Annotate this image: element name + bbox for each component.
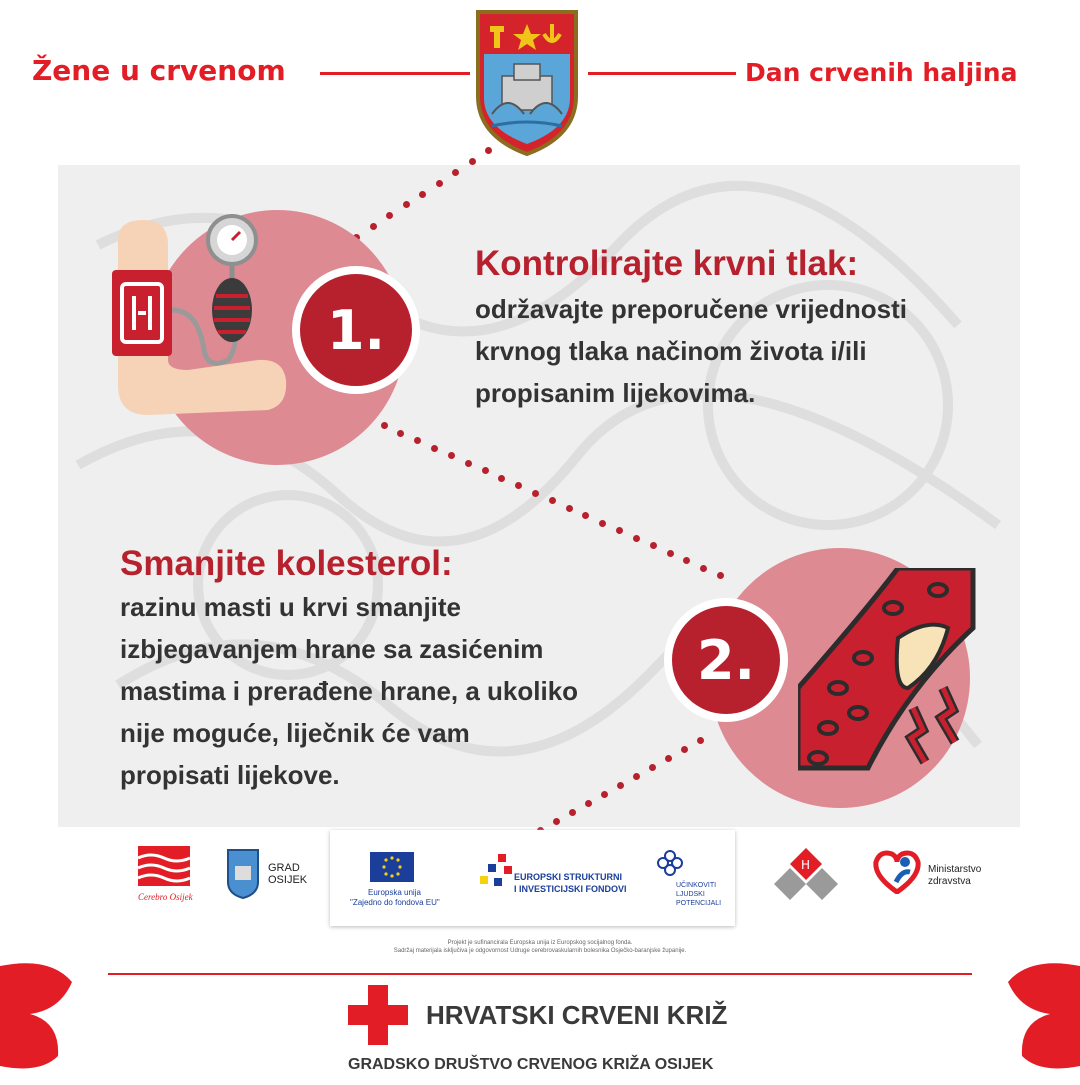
connector-dot: [436, 180, 443, 187]
connector-dot: [599, 520, 606, 527]
grad-osijek-shield-icon: [226, 848, 260, 900]
connector-dot: [681, 746, 688, 753]
esf-flower-icon: [655, 848, 685, 878]
footer-org-branch: GRADSKO DRUŠTVO CRVENOG KRIŽA OSIJEK: [348, 1056, 714, 1073]
partner-logos: [0, 828, 1080, 938]
connector-dot: [498, 475, 505, 482]
grad-osijek-label-1: GRAD: [268, 862, 300, 874]
esf-label-1: UČINKOVITI: [676, 882, 717, 889]
footer-org-name: HRVATSKI CRVENI KRIŽ: [426, 1000, 728, 1030]
connector-dot: [532, 490, 539, 497]
connector-dot: [633, 535, 640, 542]
ministry-heart-icon: [872, 848, 922, 894]
blood-pressure-icon: [108, 210, 298, 425]
connector-dot: [485, 147, 492, 154]
step2-title: Smanjite kolesterol:: [120, 544, 453, 583]
butterfly-left-icon: [0, 962, 80, 1080]
connector-dot: [419, 191, 426, 198]
funding-disclaimer-2: Sadržaj materijala isključiva je odgovornost Udruge cerebrovaskularnih bolesnika Osječko-baranjske županije.: [393, 948, 687, 954]
step1-title: Kontrolirajte krvni tlak:: [475, 244, 859, 283]
osijek-coat-of-arms-logo: [472, 6, 582, 158]
connector-dot: [569, 809, 576, 816]
eu-label-1: Europska unija: [368, 888, 421, 897]
cerebro-logo: [138, 846, 193, 906]
connector-dot: [553, 818, 560, 825]
footer-divider: [108, 973, 972, 975]
connector-dot: [700, 565, 707, 572]
connector-dot: [465, 460, 472, 467]
connector-dot: [549, 497, 556, 504]
connector-dot: [448, 452, 455, 459]
hzjz-logo-icon: [774, 846, 838, 904]
funding-disclaimer-1: Projekt je sufinancirala Europska unija iz Europskog socijalnog fonda.: [447, 940, 633, 946]
connector-dot: [665, 755, 672, 762]
step2-text: razinu masti u krvi smanjite izbjegavanjem hrane sa zasićenim mastima i prerađene hrane, a ukoliko nije moguće, liječnik će vam propisati lijekove.: [120, 592, 579, 790]
clogged-artery-icon: [798, 568, 978, 778]
esi-label-1: EUROPSKI STRUKTURNI: [514, 872, 623, 882]
connector-dot: [650, 542, 657, 549]
connector-dot: [566, 505, 573, 512]
eu-label-2: "Zajedno do fondova EU": [350, 898, 440, 907]
esi-label-2: I INVESTICIJSKI FONDOVI: [514, 884, 627, 894]
ministry-label-1: Ministarstvo: [928, 864, 982, 875]
step1-text: održavajte preporučene vrijednosti krvnog tlaka načinom života i/ili propisanim lijekovima.: [475, 294, 908, 408]
esi-funds-icon: [478, 854, 518, 888]
connector-dot: [482, 467, 489, 474]
connector-dot: [452, 169, 459, 176]
connector-dot: [469, 158, 476, 165]
connector-dot: [431, 445, 438, 452]
ministry-label-2: zdravstva: [928, 876, 971, 887]
esf-label-2: LJUDSKI: [676, 891, 705, 898]
step1-number-badge: 1.: [292, 266, 420, 394]
red-cross-icon: [348, 985, 408, 1045]
connector-dot: [397, 430, 404, 437]
connector-dot: [585, 800, 592, 807]
cerebro-label: Cerebro Osijek: [138, 892, 193, 902]
grad-osijek-label-2: OSIJEK: [268, 874, 308, 886]
connector-dot: [717, 572, 724, 579]
connector-dot: [667, 550, 674, 557]
step2-number-badge: 2.: [664, 598, 788, 722]
header-left-title: Žene u crvenom: [32, 54, 286, 87]
header-left-line: [320, 72, 470, 75]
header-right-line: [588, 72, 736, 75]
connector-dot: [381, 422, 388, 429]
butterfly-right-icon: [1000, 962, 1080, 1080]
eu-flag-icon: [370, 852, 414, 882]
svg-text:H: H: [801, 858, 811, 872]
esf-label-3: POTENCIJALI: [676, 900, 722, 907]
header-right-title: Dan crvenih haljina: [745, 58, 1018, 87]
connector-dot: [697, 737, 704, 744]
